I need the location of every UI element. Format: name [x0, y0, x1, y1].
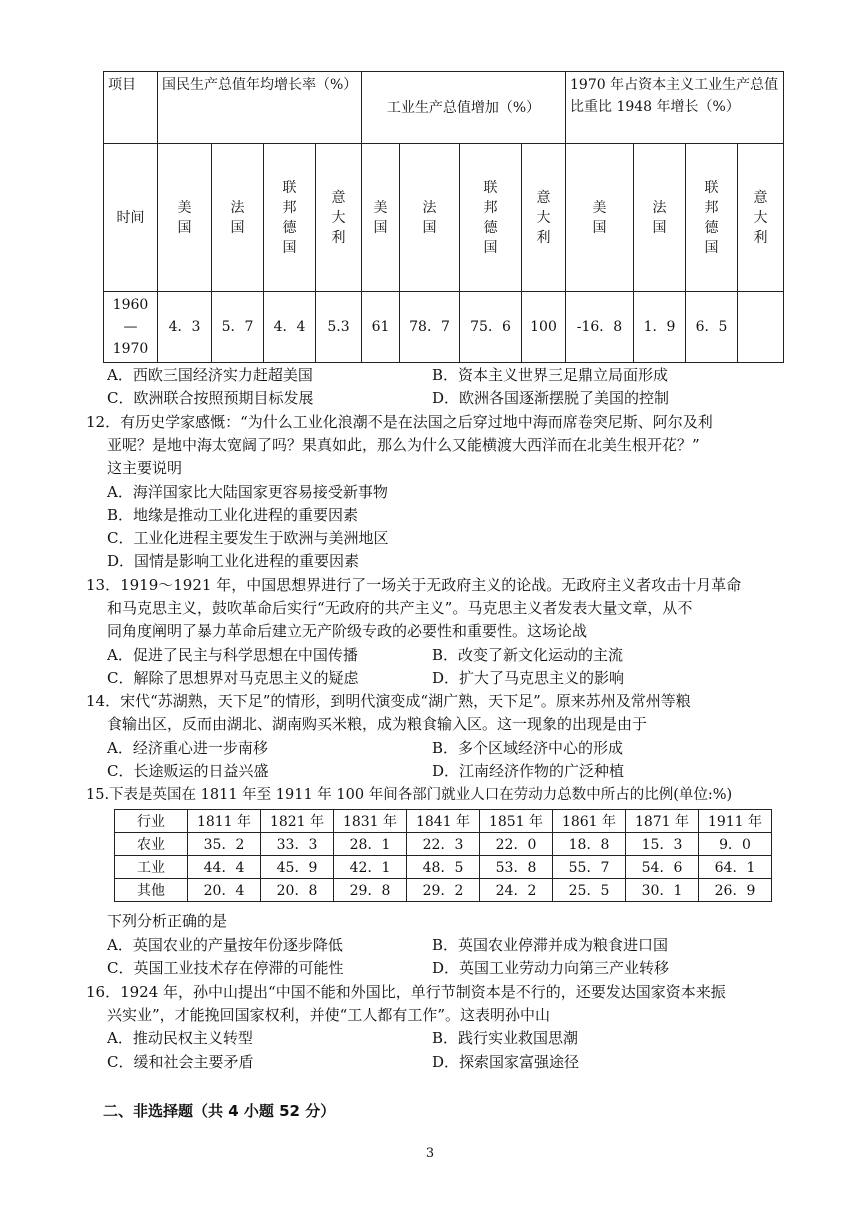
country-italy-1 [316, 144, 362, 292]
value-cell: 1．9 [634, 292, 686, 363]
table-cell: 20．4 [188, 879, 261, 902]
value-cell: 4．4 [264, 292, 316, 363]
table-cell: 22．0 [480, 833, 553, 856]
q13-option-c[interactable]: C．解除了思想界对马克思主义的疑虑 [107, 669, 359, 687]
value-cell [738, 292, 784, 363]
country-char: 意 [331, 189, 346, 206]
q13-stem-line2: 和马克思主义，鼓吹革命后实行“无政府的共产主义”。马克思主义者发表大量文章，从不 [107, 599, 693, 617]
table-cell: 30．1 [626, 879, 699, 902]
country-france-2 [400, 144, 460, 292]
table-cell: 24．2 [480, 879, 553, 902]
row-time-end: 1970 [112, 341, 149, 357]
country-char: 利 [536, 229, 551, 246]
table-cell: 29．2 [407, 879, 480, 902]
table-cell: 22．3 [407, 833, 480, 856]
country-italy-3 [738, 144, 784, 292]
table-row [115, 833, 772, 856]
table-cell: 44．4 [188, 856, 261, 879]
country-france-1 [212, 144, 264, 292]
q12-stem-line1: 12．有历史学家感慨：“为什么工业化浪潮不是在法国之后穿过地中海而席卷突尼斯、阿尔及利 [86, 413, 713, 431]
table-row [115, 879, 772, 902]
q12-option-b[interactable]: B．地缘是推动工业化进程的重要因素 [107, 506, 359, 524]
country-germany-1 [264, 144, 316, 292]
q15-stem-line1: 15.下表是英国在 1811 年至 1911 年 100 年间各部门就业人口在劳动力总数中所占的比例(单位:%) [86, 787, 733, 803]
country-france-3 [634, 144, 686, 292]
q16-option-b[interactable]: B．践行实业救国思潮 [432, 1029, 579, 1047]
table-row [115, 856, 772, 879]
q13-stem-line1: 13．1919～1921 年，中国思想界进行了一场关于无政府主义的论战。无政府主义者攻击十月革命 [86, 576, 742, 594]
table-header-cell: 1851 年 [480, 810, 553, 833]
section-heading: 二、非选择题（共 4 小题 52 分） [103, 1102, 336, 1120]
header-item-cell: 项目 [104, 72, 158, 144]
country-char: 国 [373, 219, 388, 236]
q16-option-d[interactable]: D．探索国家富强途径 [432, 1053, 580, 1071]
q11-option-c[interactable]: C．欧洲联合按照预期目标发展 [107, 389, 314, 407]
country-char: 国 [230, 219, 245, 236]
row-time-dash: — [123, 319, 138, 335]
country-char: 意 [753, 189, 768, 206]
table-cell: 64．1 [699, 856, 772, 879]
table-header-cell: 1841 年 [407, 810, 480, 833]
table-cell: 28．1 [334, 833, 407, 856]
country-char: 联 [282, 179, 297, 196]
country-germany-3 [686, 144, 738, 292]
country-char: 大 [753, 209, 768, 226]
value-cell: 100 [522, 292, 566, 363]
q11-option-d[interactable]: D．欧洲各国逐渐摆脱了美国的控制 [432, 389, 670, 407]
q12-option-a[interactable]: A．海洋国家比大陆国家更容易接受新事物 [107, 483, 388, 501]
country-char: 大 [331, 209, 346, 226]
q16-stem-line2: 兴实业”，才能挽回国家权利，并使“工人都有工作”。这表明孙中山 [107, 1006, 551, 1024]
q14-stem-line1: 14．宋代“苏湖熟，天下足”的情形，到明代演变成“湖广熟，天下足”。原来苏州及常州等粮 [86, 692, 691, 710]
value-cell: 61 [362, 292, 400, 363]
country-char: 国 [177, 219, 192, 236]
table-cell: 33．3 [261, 833, 334, 856]
q15-option-c[interactable]: C．英国工业技术存在停滞的可能性 [107, 959, 344, 977]
row-time-cell [104, 292, 158, 363]
country-char: 联 [483, 179, 498, 196]
country-char: 国 [704, 239, 719, 256]
country-usa-2 [362, 144, 400, 292]
country-char: 国 [483, 239, 498, 256]
table-header-cell: 1821 年 [261, 810, 334, 833]
country-italy-2 [522, 144, 566, 292]
value-cell: 78．7 [400, 292, 460, 363]
table-header-cell: 1911 年 [699, 810, 772, 833]
q13-option-d[interactable]: D．扩大了马克思主义的影响 [432, 669, 625, 687]
q16-option-a[interactable]: A．推动民权主义转型 [107, 1029, 253, 1047]
value-cell: 5.3 [316, 292, 362, 363]
table-cell: 53．8 [480, 856, 553, 879]
country-char: 法 [422, 199, 437, 216]
q11-option-a[interactable]: A．西欧三国经济实力赶超美国 [107, 366, 313, 384]
country-char: 美 [592, 199, 607, 216]
country-char: 利 [753, 229, 768, 246]
table-cell: 其他 [115, 879, 188, 902]
table-cell: 18．8 [553, 833, 626, 856]
table-cell: 45．9 [261, 856, 334, 879]
country-char: 邦 [282, 199, 297, 216]
table-cell: 25．5 [553, 879, 626, 902]
q14-option-a[interactable]: A．经济重心进一步南移 [107, 739, 268, 757]
country-char: 国 [592, 219, 607, 236]
country-char: 意 [536, 189, 551, 206]
q13-option-b[interactable]: B．改变了新文化运动的主流 [432, 646, 624, 664]
table-cell: 工业 [115, 856, 188, 879]
economic-growth-table [103, 71, 784, 363]
q15-option-b[interactable]: B．英国农业停滞并成为粮食进口国 [432, 936, 669, 954]
q15-prompt: 下列分析正确的是 [107, 912, 228, 930]
header-gnp-growth: 国民生产总值年均增长率（%） [158, 72, 362, 144]
country-char: 德 [282, 219, 297, 236]
employment-table [114, 809, 772, 902]
table-header-cell: 1871 年 [626, 810, 699, 833]
country-char: 国 [652, 219, 667, 236]
header-industrial-growth: 工业生产总值增加（%） [362, 72, 566, 144]
table-header-cell: 1861 年 [553, 810, 626, 833]
q12-stem-line2: 亚呢？是地中海太宽阔了吗？果真如此，那么为什么又能横渡大西洋而在北美生根开花？” [107, 436, 700, 454]
row-time-start: 1960 [112, 297, 149, 313]
table-header-cell: 1831 年 [334, 810, 407, 833]
country-char: 邦 [483, 199, 498, 216]
q11-option-b[interactable]: B．资本主义世界三足鼎立局面形成 [432, 366, 669, 384]
country-germany-2 [460, 144, 522, 292]
country-char: 美 [177, 199, 192, 216]
table-cell: 35．2 [188, 833, 261, 856]
header-time-cell: 时间 [104, 144, 158, 292]
country-char: 法 [652, 199, 667, 216]
table-cell: 55．7 [553, 856, 626, 879]
q12-option-c[interactable]: C．工业化进程主要发生于欧洲与美洲地区 [107, 529, 389, 547]
q15-option-d[interactable]: D．英国工业劳动力向第三产业转移 [432, 959, 670, 977]
table-cell: 26．9 [699, 879, 772, 902]
table-cell: 20．8 [261, 879, 334, 902]
q14-stem-line2: 食输出区，反而由湖北、湖南购买米粮，成为粮食输入区。这一现象的出现是由于 [107, 715, 648, 733]
q14-option-c[interactable]: C．长途贩运的日益兴盛 [107, 762, 269, 780]
value-cell: 75．6 [460, 292, 522, 363]
table-cell: 29．8 [334, 879, 407, 902]
q14-option-b[interactable]: B．多个区域经济中心的形成 [432, 739, 624, 757]
value-cell: 4．3 [158, 292, 212, 363]
q14-option-d[interactable]: D．江南经济作物的广泛种植 [432, 762, 625, 780]
q12-option-d[interactable]: D．国情是影响工业化进程的重要因素 [107, 552, 360, 570]
country-char: 国 [422, 219, 437, 236]
table-cell: 9．0 [699, 833, 772, 856]
table-header-row [115, 810, 772, 833]
table-cell: 15．3 [626, 833, 699, 856]
value-cell: 6．5 [686, 292, 738, 363]
table-header-cell: 1811 年 [188, 810, 261, 833]
q16-option-c[interactable]: C．缓和社会主要矛盾 [107, 1053, 254, 1071]
q13-option-a[interactable]: A．促进了民主与科学思想在中国传播 [107, 646, 358, 664]
country-char: 联 [704, 179, 719, 196]
table-cell: 48．5 [407, 856, 480, 879]
q13-stem-line3: 同角度阐明了暴力革命后建立无产阶级专政的必要性和重要性。这场论战 [107, 622, 588, 640]
country-char: 邦 [704, 199, 719, 216]
table-cell: 54．6 [626, 856, 699, 879]
country-char: 大 [536, 209, 551, 226]
q15-option-a[interactable]: A．英国农业的产量按年份逐步降低 [107, 936, 343, 954]
value-cell: -16．8 [566, 292, 634, 363]
q12-stem-line3: 这主要说明 [107, 459, 183, 477]
header-industrial-share: 1970 年占资本主义工业生产总值比重比 1948 年增长（%） [566, 72, 784, 144]
country-usa-3 [566, 144, 634, 292]
table-header-cell: 行业 [115, 810, 188, 833]
page-number: 3 [425, 1146, 435, 1161]
table-cell: 农业 [115, 833, 188, 856]
table-cell: 42．1 [334, 856, 407, 879]
country-char: 德 [704, 219, 719, 236]
country-char: 国 [282, 239, 297, 256]
q16-stem-line1: 16．1924 年，孙中山提出“中国不能和外国比，单行节制资本是不行的，还要发达国家资本来振 [86, 983, 726, 1001]
country-char: 利 [331, 229, 346, 246]
country-char: 美 [373, 199, 388, 216]
country-usa-1 [158, 144, 212, 292]
country-char: 法 [230, 199, 245, 216]
value-cell: 5．7 [212, 292, 264, 363]
country-char: 德 [483, 219, 498, 236]
